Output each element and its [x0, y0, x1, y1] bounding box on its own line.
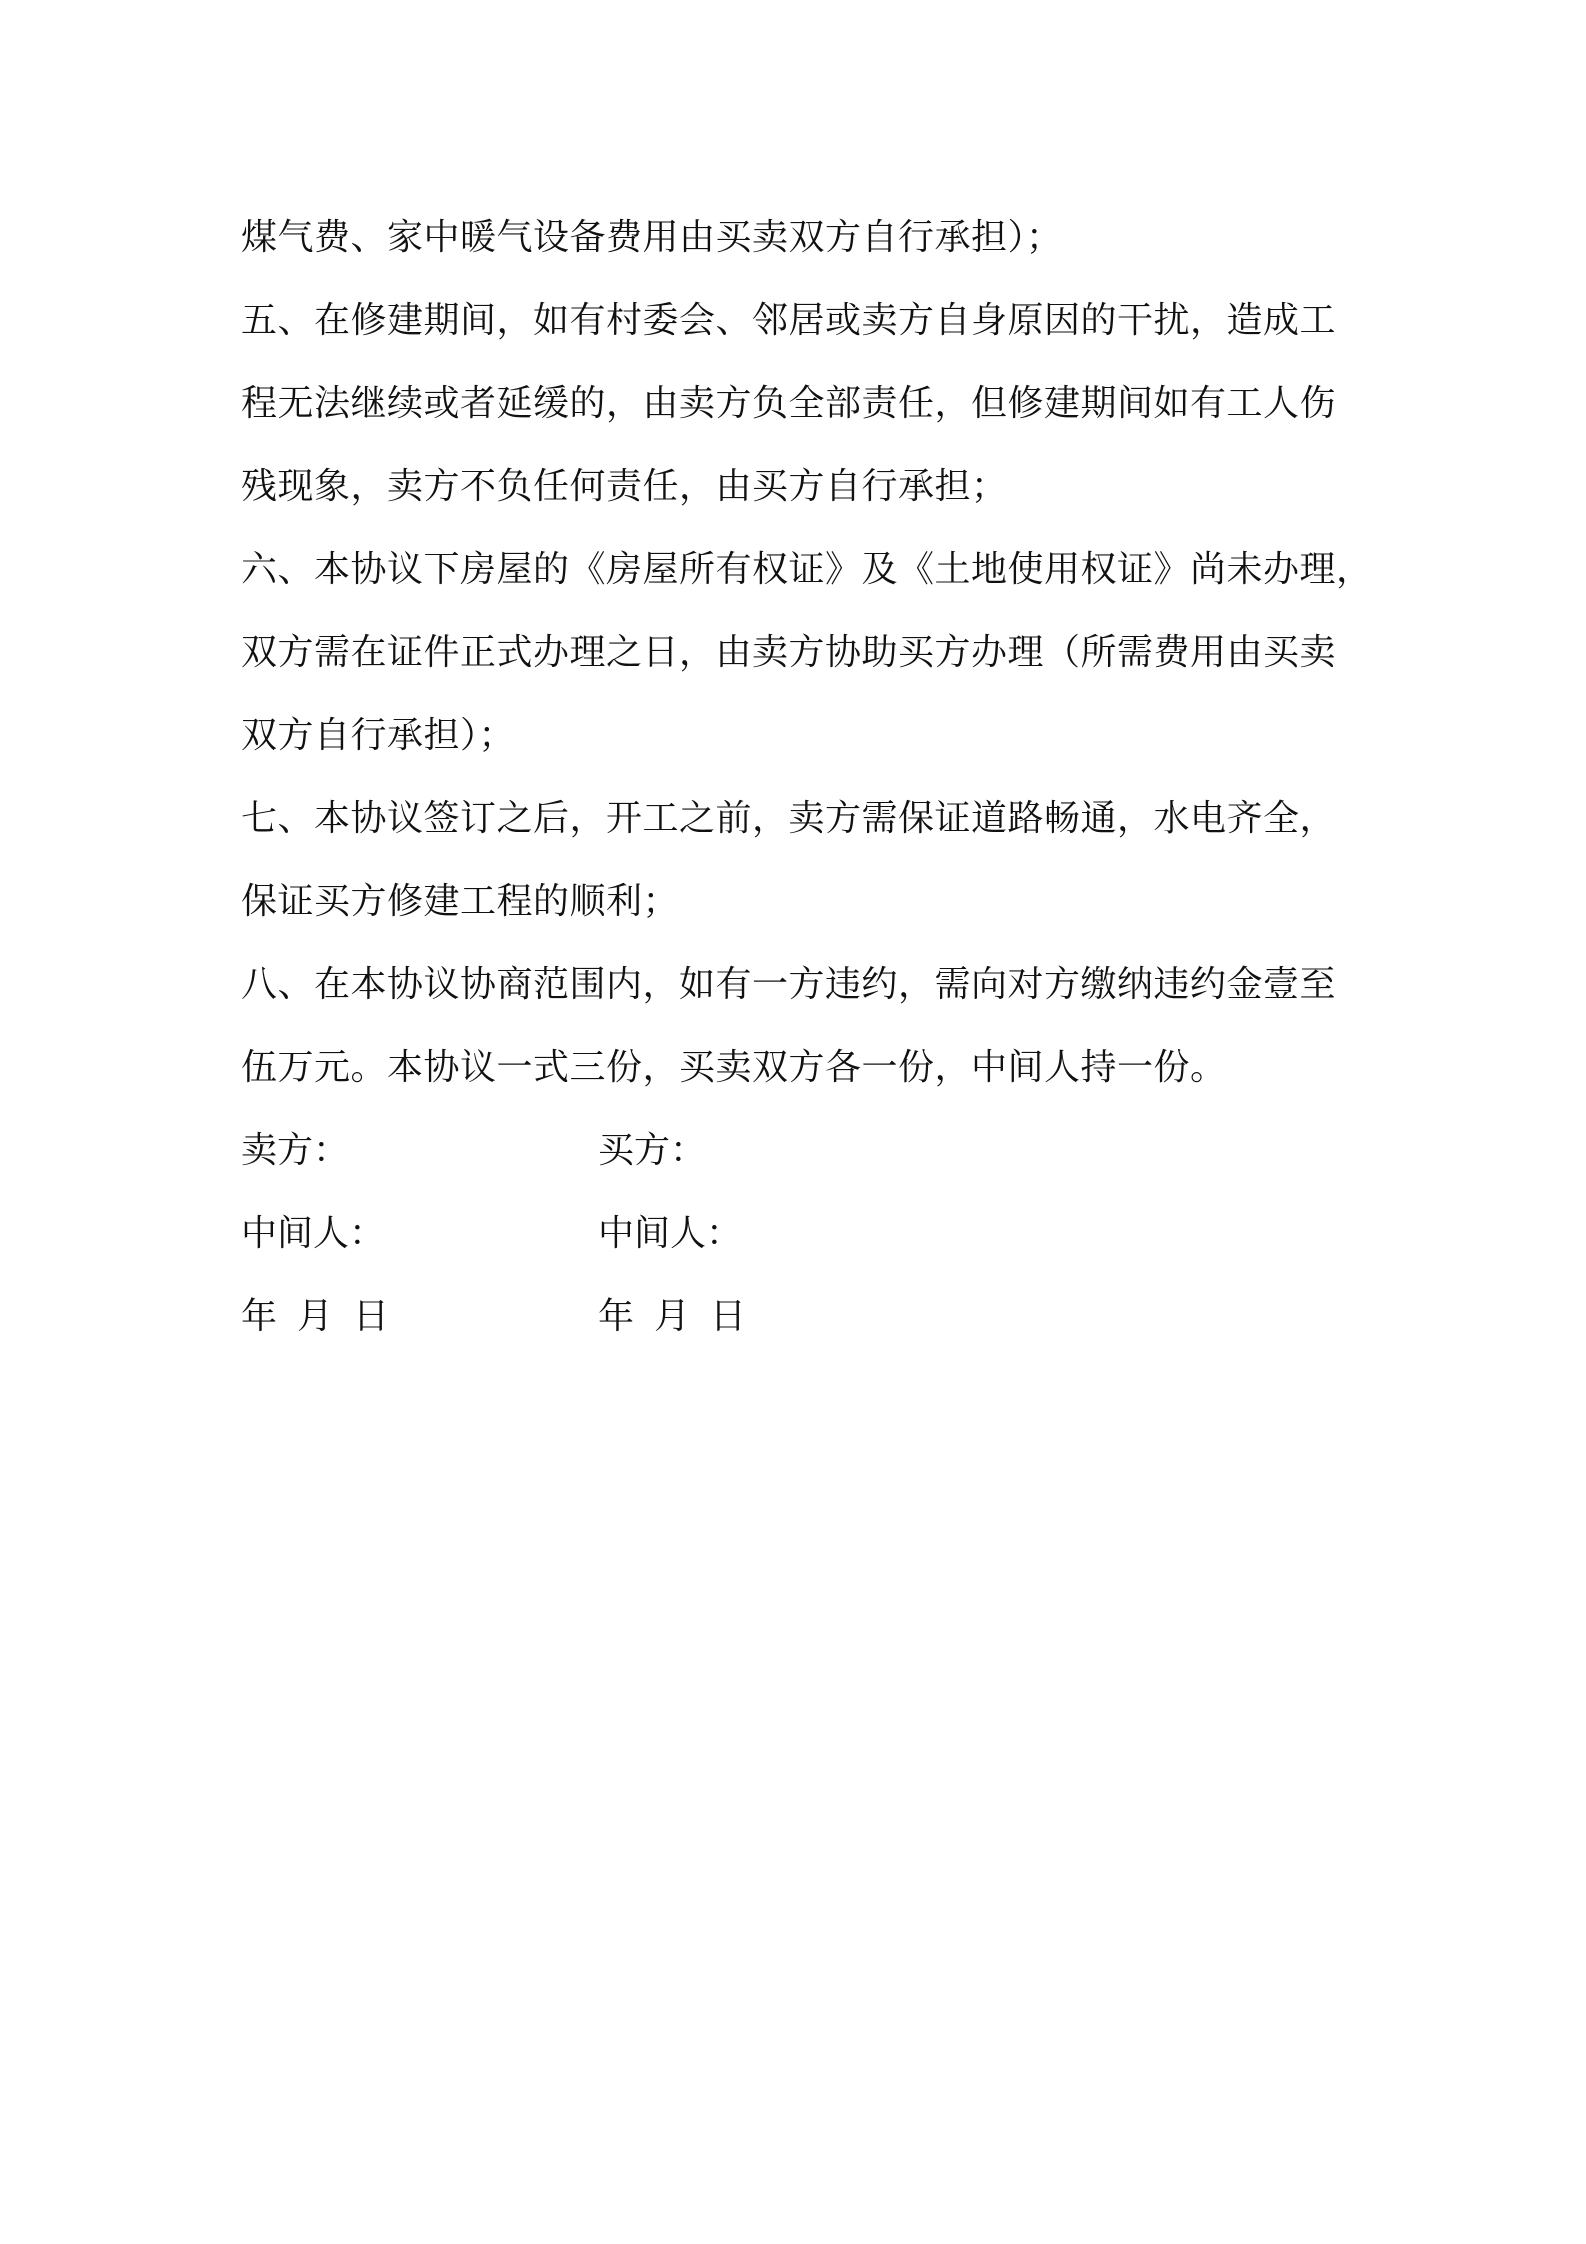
- text-line-9: 保证买方修建工程的顺利；: [241, 881, 680, 922]
- intermediary-right-label: 中间人：: [598, 1213, 743, 1254]
- date-left-month: 月: [297, 1296, 334, 1337]
- buyer-label: 买方：: [598, 1130, 707, 1171]
- seller-label: 卖方：: [241, 1130, 350, 1171]
- text-line-10: 八、在本协议协商范围内，如有一方违约，需向对方缴纳违约金壹至: [241, 964, 1337, 1005]
- date-right-month: 月: [654, 1296, 691, 1337]
- date-right-day: 日: [710, 1296, 747, 1337]
- agreement-body: [241, 196, 1373, 1358]
- text-line-8: 七、本协议签订之后，开工之前，卖方需保证道路畅通，水电齐全，: [241, 798, 1337, 839]
- signature-row-date: [241, 1275, 1361, 1358]
- intermediary-left-label: 中间人：: [241, 1213, 386, 1254]
- signature-row-parties: [241, 1109, 1361, 1192]
- text-line-11: 伍万元。本协议一式三份，买卖双方各一份，中间人持一份。: [241, 1047, 1227, 1088]
- text-line-3: 程无法继续或者延缓的，由卖方负全部责任，但修建期间如有工人伤: [241, 383, 1337, 424]
- text-line-7: 双方自行承担）；: [241, 715, 516, 756]
- date-left: [241, 1275, 389, 1358]
- text-line-1: 煤气费、家中暖气设备费用由买卖双方自行承担）；: [241, 217, 1063, 258]
- text-line-2: 五、在修建期间，如有村委会、邻居或卖方自身原因的干扰，造成工: [241, 300, 1337, 341]
- date-left-year: 年: [241, 1296, 278, 1337]
- date-right: [598, 1275, 746, 1358]
- date-left-day: 日: [353, 1296, 390, 1337]
- text-line-5: 六、本协议下房屋的《房屋所有权证》及《土地使用权证》尚未办理，: [241, 549, 1373, 590]
- signature-row-intermediary: [241, 1192, 1361, 1275]
- text-line-4: 残现象，卖方不负任何责任，由买方自行承担；: [241, 466, 1008, 507]
- date-right-year: 年: [598, 1296, 635, 1337]
- text-line-6: 双方需在证件正式办理之日，由卖方协助买方办理（所需费用由买卖: [241, 632, 1337, 673]
